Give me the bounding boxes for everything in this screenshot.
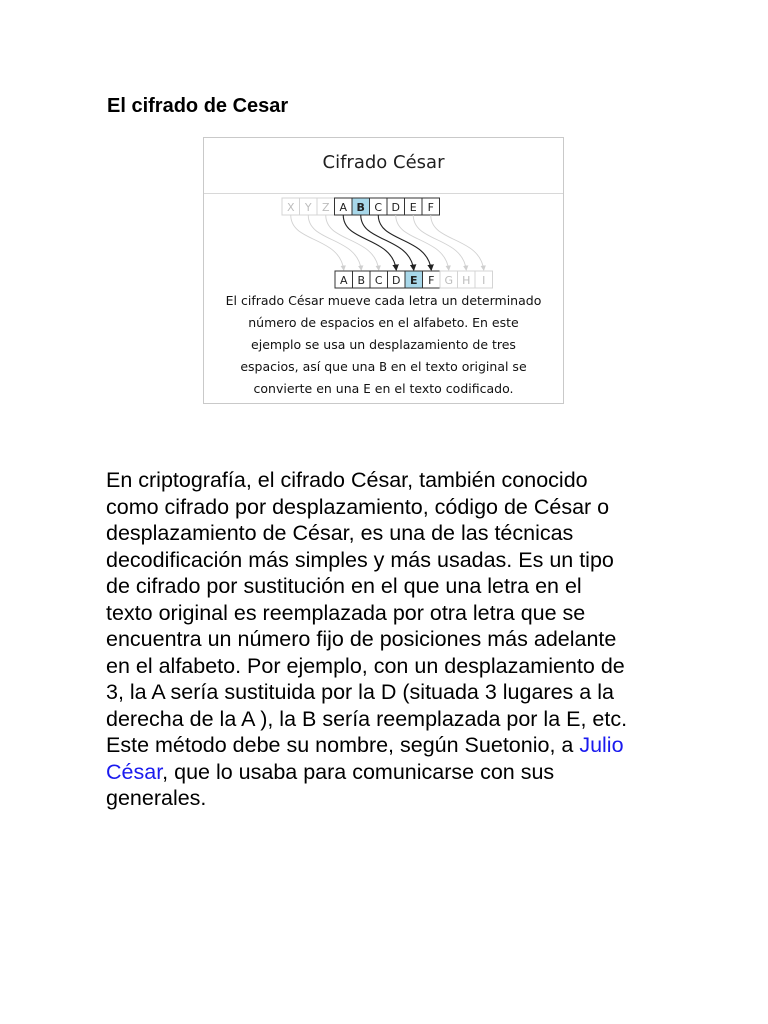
- plaintext-cell-e: [405, 198, 423, 215]
- shift-arrow-z-to-c: [326, 215, 379, 270]
- cipher-shift-diagram: [204, 194, 563, 294]
- plaintext-alphabet-row: [282, 198, 440, 215]
- letter-label: I: [482, 274, 486, 287]
- paragraph-line: encuentra un número fijo de posiciones más adelante: [106, 627, 617, 651]
- shift-arrow-d-to-g: [396, 215, 449, 270]
- paragraph-line: texto original es reemplazada por otra letra que se: [106, 600, 586, 625]
- letter-label: Y: [304, 201, 312, 214]
- shift-arrow-x-to-a: [291, 215, 344, 270]
- letter-label: C: [374, 201, 383, 214]
- paragraph-line: derecha de la A ), la B sería reemplazada por la E, etc.: [106, 706, 628, 731]
- letter-label: F: [428, 274, 435, 287]
- figure-caption-line: [204, 380, 563, 398]
- figure-caption-line: número de espacios en el alfabeto. En este: [248, 315, 519, 330]
- ciphertext-cell-c: [370, 271, 388, 288]
- letter-label: B: [356, 201, 365, 214]
- figure-caption-line: El cifrado César mueve cada letra un determinado: [225, 293, 542, 308]
- plaintext-cell-y: [300, 198, 318, 215]
- paragraph-text: , que lo usaba para comunicarse con sus: [162, 759, 555, 784]
- letter-label: D: [392, 274, 401, 287]
- caption-text: en el texto original se: [386, 359, 527, 374]
- caption-text: espacios, así que una: [240, 359, 380, 374]
- shift-arrow-a-to-d: [343, 215, 396, 270]
- ciphertext-cell-d: [388, 271, 406, 288]
- body-paragraph: [106, 467, 686, 812]
- paragraph-line: generales.: [106, 786, 207, 810]
- caption-text: en el texto codificado.: [370, 381, 514, 396]
- caption-text: convierte en una: [253, 381, 364, 396]
- figure-caption-line: ejemplo se usa un desplazamiento de tres: [251, 337, 516, 352]
- letter-label: G: [444, 274, 454, 287]
- ciphertext-cell-h: [458, 271, 476, 288]
- shift-arrow-b-to-e: [361, 215, 414, 270]
- plaintext-cell-c: [370, 198, 388, 215]
- caption-code-letter: B: [379, 359, 387, 374]
- paragraph-line: como cifrado por desplazamiento, código de César o: [106, 494, 610, 519]
- shift-arrow-e-to-h: [413, 215, 466, 270]
- caesar-cipher-figure: [203, 137, 564, 404]
- letter-label: B: [357, 274, 366, 287]
- shift-arrow-f-to-i: [431, 215, 484, 270]
- julio-cesar-link[interactable]: César: [106, 759, 163, 784]
- letter-label: A: [339, 274, 348, 287]
- ciphertext-cell-g: [440, 271, 458, 288]
- letter-label: Z: [321, 201, 330, 214]
- paragraph-line: [106, 759, 686, 786]
- letter-label: H: [462, 274, 471, 287]
- paragraph-line: 3, la A sería sustituida por la D (situada 3 lugares a la: [106, 680, 614, 704]
- document-heading: El cifrado de Cesar: [107, 95, 289, 117]
- letter-label: X: [286, 201, 295, 214]
- plaintext-cell-z: [317, 198, 335, 215]
- letter-label: E: [409, 201, 417, 214]
- paragraph-line: En criptografía, el cifrado César, también conocido: [106, 468, 588, 492]
- julio-cesar-link[interactable]: Julio: [579, 733, 624, 757]
- ciphertext-cell-i: [475, 271, 493, 288]
- plaintext-cell-f: [422, 198, 440, 215]
- plaintext-cell-a: [335, 198, 353, 215]
- letter-label: C: [374, 274, 383, 287]
- paragraph-text: Este método debe su nombre, según Suetonio, a: [106, 733, 580, 757]
- plaintext-cell-x: [282, 198, 300, 215]
- ciphertext-cell-e: [405, 271, 423, 288]
- ciphertext-cell-f: [423, 271, 441, 288]
- figure-caption-line: [204, 358, 563, 376]
- ciphertext-cell-b: [353, 271, 371, 288]
- letter-label: D: [391, 201, 400, 214]
- paragraph-line: de cifrado por sustitución en el que una letra en el: [106, 574, 582, 598]
- letter-label: A: [339, 201, 348, 214]
- letter-label: F: [427, 201, 434, 214]
- paragraph-line: en el alfabeto. Por ejemplo, con un desplazamiento de: [106, 653, 625, 678]
- shift-arrow-c-to-f: [378, 215, 431, 270]
- caption-code-letter: E: [363, 381, 371, 396]
- shift-arrows: [291, 215, 484, 270]
- figure-title-bar: [204, 138, 563, 194]
- paragraph-line: desplazamiento de César, es una de las técnicas: [106, 521, 574, 545]
- paragraph-line: [106, 732, 686, 759]
- plaintext-cell-b: [352, 198, 370, 215]
- paragraph-line: decodificación más simples y más usadas. Es un tipo: [106, 547, 614, 572]
- shift-arrow-y-to-b: [308, 215, 361, 270]
- figure-title: Cifrado César: [322, 152, 445, 173]
- ciphertext-alphabet-row: [335, 271, 493, 288]
- ciphertext-cell-a: [335, 271, 353, 288]
- plaintext-cell-d: [387, 198, 405, 215]
- letter-label: E: [409, 274, 418, 287]
